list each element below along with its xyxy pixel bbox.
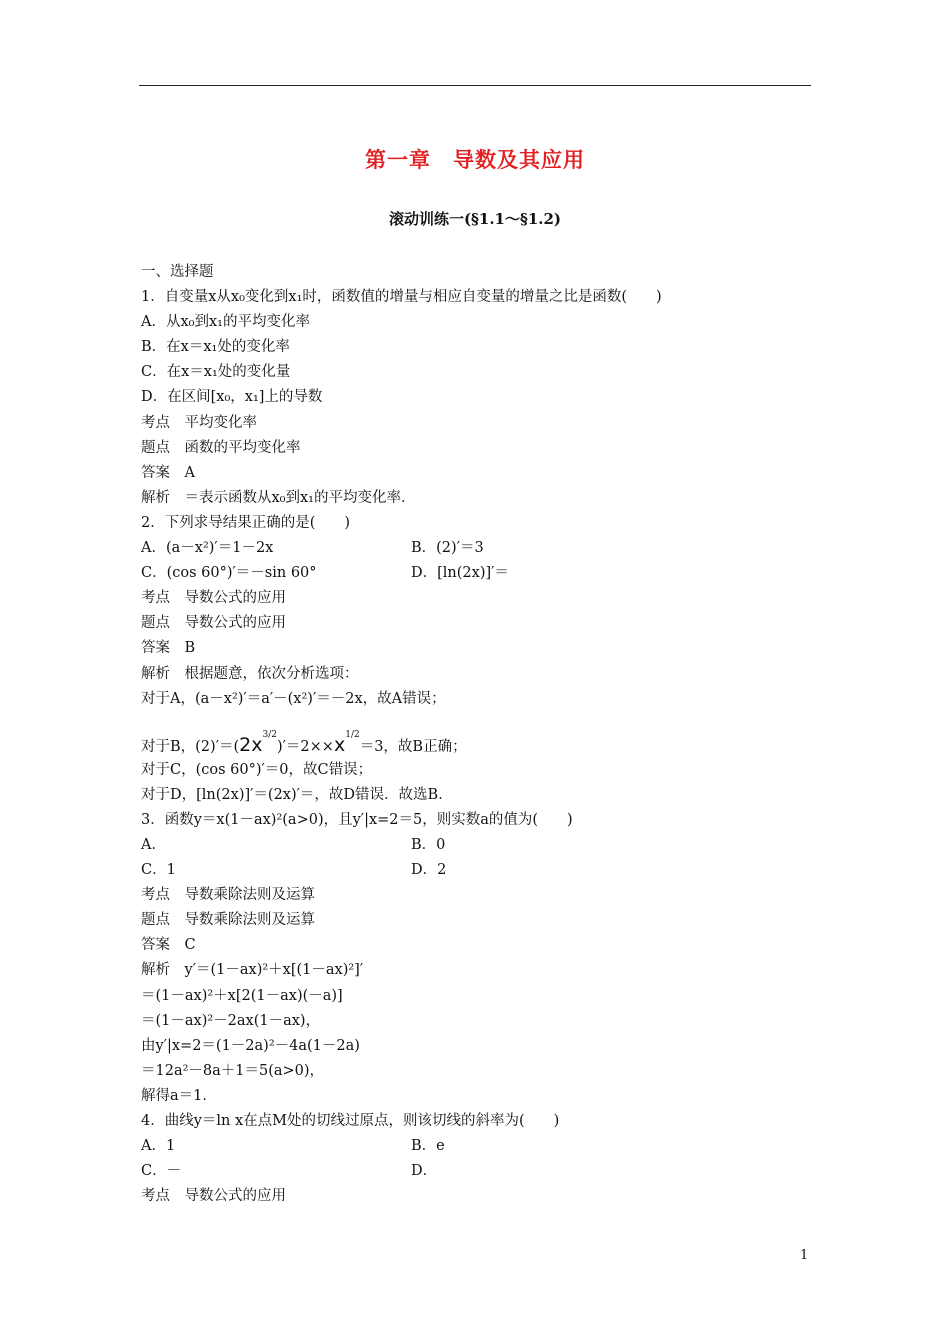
formula-line (141, 712, 811, 758)
text-line: 题点 导数乘除法则及运算 (141, 912, 315, 929)
formula-exponent: 3/2 (262, 729, 277, 740)
text-line: ＝(1－ax)²－2ax(1－ax)， (141, 1012, 321, 1029)
option-row (141, 1159, 811, 1184)
chapter-title: 第一章 导数及其应用 (365, 147, 585, 172)
option-b: B．0 (411, 836, 446, 853)
option-d: D．2 (411, 862, 447, 879)
formula-middle: )′＝2×× (276, 738, 334, 755)
option-row (141, 833, 811, 858)
text-line: 3．函数y＝x(1－ax)²(a>0)，且y′|x=2＝5，则实数a的值为( ) (141, 811, 573, 828)
text-line: 答案 A (141, 464, 195, 481)
text-line: 考点 导数公式的应用 (141, 1188, 286, 1205)
text-line: 对于C，(cos 60°)′＝0，故C错误； (141, 761, 373, 778)
formula-base: x (333, 733, 346, 756)
option-row (141, 561, 811, 586)
option-b: B．(2)′＝3 (411, 540, 484, 557)
option-a: A．(a－x²)′＝1－2x (141, 540, 274, 557)
text-line: A．从x₀到x₁的平均变化率 (141, 314, 310, 331)
option-c: C．(cos 60°)′＝－sin 60° (141, 565, 317, 582)
option-c: C．1 (141, 862, 176, 879)
option-row (141, 536, 811, 561)
option-b: B．e (411, 1138, 445, 1155)
text-line: 题点 函数的平均变化率 (141, 439, 301, 456)
text-line: 对于A，(a－x²)′＝a′－(x²)′＝－2x，故A错误； (141, 690, 446, 707)
option-a: A． (141, 836, 166, 853)
text-line: D．在区间[x₀，x₁]上的导数 (141, 389, 323, 406)
text-line: ＝12a²－8a＋1＝5(a>0)， (141, 1062, 325, 1079)
option-row (141, 858, 811, 883)
text-line: 解得a＝1． (141, 1087, 217, 1104)
page-number: 1 (800, 1248, 809, 1263)
text-line: 答案 C (141, 937, 196, 954)
document-body (141, 260, 811, 1209)
text-line: 解析 根据题意，依次分析选项： (141, 665, 359, 682)
text-line: 考点 平均变化率 (141, 414, 257, 431)
text-line: 考点 导数乘除法则及运算 (141, 887, 315, 904)
text-line: 对于D，[ln(2x)]′＝(2x)′＝，故D错误．故选B． (141, 786, 453, 803)
text-line: 由y′|x=2＝(1－2a)²－4a(1－2a) (141, 1037, 360, 1054)
option-row (141, 1134, 811, 1159)
text-line: 4．曲线y＝ln x在点M处的切线过原点，则该切线的斜率为( ) (141, 1113, 560, 1129)
option-a: A．1 (141, 1138, 176, 1155)
formula-prefix: 对于B，(2)′＝( (141, 738, 240, 755)
text-line: 1．自变量x从x₀变化到x₁时，函数值的增量与相应自变量的增量之比是函数( ) (141, 289, 662, 306)
section-subtitle: 滚动训练一(§1.1～§1.2) (388, 210, 562, 228)
option-d: D． (411, 1163, 438, 1180)
header-rule (139, 85, 811, 86)
text-line: 考点 导数公式的应用 (141, 590, 286, 607)
text-line: 2．下列求导结果正确的是( ) (141, 514, 351, 531)
option-d: D．[ln(2x)]′＝ (411, 565, 509, 582)
text-line: ＝(1－ax)²＋x[2(1－ax)(－a)] (141, 987, 343, 1004)
text-line: 答案 B (141, 640, 196, 657)
formula-suffix: ＝3，故B正确； (359, 738, 467, 755)
formula-exponent: 1/2 (345, 729, 360, 740)
option-c: C．－ (141, 1163, 182, 1180)
text-line: B．在x＝x₁处的变化率 (141, 339, 290, 356)
text-line: 解析 y′＝(1－ax)²＋x[(1－ax)²]′ (141, 962, 364, 979)
text-line: 题点 导数公式的应用 (141, 615, 286, 632)
text-line: 解析 ＝表示函数从x₀到x₁的平均变化率． (141, 489, 416, 506)
text-line: C．在x＝x₁处的变化量 (141, 364, 291, 381)
formula-base: 2x (239, 733, 263, 756)
text-line: 一、选择题 (141, 264, 214, 280)
